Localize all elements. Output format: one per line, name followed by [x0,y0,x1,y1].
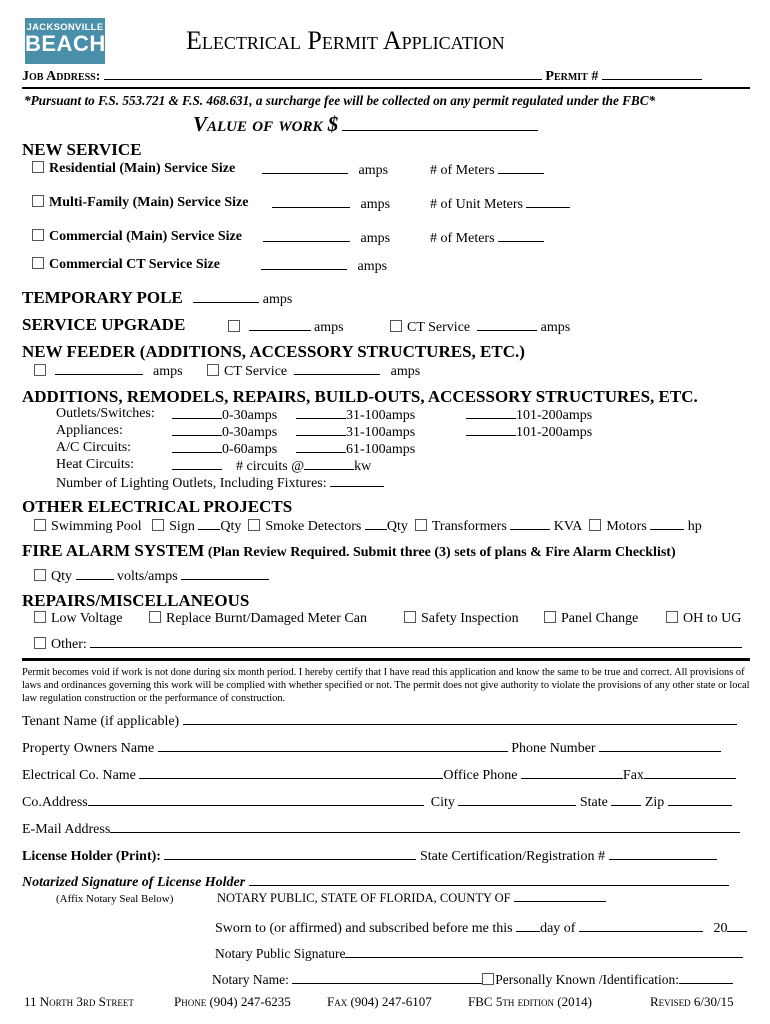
ac-b-field[interactable] [296,440,346,453]
owners-row: Property Owners Name Phone Number [22,739,721,757]
appliances-label: Appliances: [56,423,123,438]
multifamily-checkbox[interactable] [32,195,44,207]
safety-inspection-checkbox[interactable] [404,611,416,623]
oh-to-ug-option: OH to UG [666,611,741,627]
safety-inspection-option: Safety Inspection [404,611,519,627]
commercial-meters: # of Meters [430,229,544,247]
ac-a-field[interactable] [172,440,222,453]
form-title: Electrical Permit Application [186,26,505,55]
notary-name-row: Notary Name: Personally Known /Identification: [212,971,733,988]
replace-meter-checkbox[interactable] [149,611,161,623]
new-feeder-heading: NEW FEEDER (ADDITIONS, ACCESSORY STRUCTURES, ETC.) [22,342,525,361]
outlets-c: 101-200amps [466,406,592,424]
jacksonville-beach-logo: JACKSONVILLE BEACH [25,18,105,64]
appliances-a-field[interactable] [172,423,222,436]
repairs-heading: REPAIRS/MISCELLANEOUS [22,591,250,610]
value-of-work-label: Value of work $ [193,112,339,136]
heat-kw-field[interactable] [304,457,354,470]
sworn-day-field[interactable] [516,919,540,932]
zip-field[interactable] [668,793,732,806]
personally-known-checkbox[interactable] [482,973,494,985]
smoke-detectors-checkbox[interactable] [248,519,260,531]
fire-alarm-volts-field[interactable] [181,567,269,580]
additions-heading: ADDITIONS, REMODELS, REPAIRS, BUILD-OUTS, ACCESSORY STRUCTURES, ETC. [22,387,698,406]
outlets-a-field[interactable] [172,406,222,419]
ac-label: A/C Circuits: [56,440,132,455]
heat-circuits-field[interactable] [172,457,222,470]
notary-public-signature-row: Notary Public Signature [215,945,743,962]
new-feeder-amps: amps [34,362,183,380]
header-divider [22,87,750,89]
fire-alarm-qty-row: Qty volts/amps [34,567,269,585]
service-upgrade-amps: amps [228,318,344,336]
commercial-ct-service-row: Commercial CT Service Size [32,257,220,273]
service-upgrade-heading: SERVICE UPGRADE [22,315,186,334]
residential-meters-field[interactable] [498,161,544,174]
appliances-c: 101-200amps [466,423,592,441]
outlets-c-field[interactable] [466,406,516,419]
fax-field[interactable] [644,766,736,779]
license-holder-field[interactable] [164,847,416,860]
lighting-row: Number of Lighting Outlets, Including Fixtures: [56,474,384,492]
notary-public-signature-field[interactable] [345,945,743,958]
commercial-service-row: Commercial (Main) Service Size [32,229,242,245]
residential-meters: # of Meters [430,161,544,179]
job-address-row [22,67,702,85]
county-field[interactable] [514,891,606,902]
footer-phone: Phone (904) 247-6235 [174,994,291,1009]
low-voltage-option: Low Voltage [34,611,122,627]
multifamily-amps: amps [272,195,390,213]
surcharge-note: *Pursuant to F.S. 553.721 & F.S. 468.631, a surcharge fee will be collected on any permit regulated under the FBC* [24,93,656,108]
state-cert-field[interactable] [609,847,717,860]
elec-co-row: Electrical Co. Name Office Phone Fax [22,766,736,784]
disclaimer-text: Permit becomes void if work is not done during six month period. I hereby certify that I have read this application and know the same to be true and correct. All provisions of laws and ordinances governing this work will be complied with whether specified or not. The permit does not give authority to violate the provisions of any other state or local law regulation construction or the performance of construction. [22,667,750,704]
commercial-checkbox[interactable] [32,229,44,241]
commercial-ct-amps: amps [261,257,387,275]
residential-service-row: Residential (Main) Service Size [32,161,235,177]
new-feeder-ct-field[interactable] [294,362,380,375]
other-projects-heading: OTHER ELECTRICAL PROJECTS [22,497,293,516]
footer-revised: Revised 6/30/15 [650,994,734,1009]
smoke-qty-field[interactable] [365,517,387,530]
disclaimer-divider [22,658,750,661]
affix-notary-seal: (Affix Notary Seal Below) [56,893,174,905]
new-feeder-checkbox[interactable] [34,364,46,376]
commercial-ct-checkbox[interactable] [32,257,44,269]
outlets-a: 0-30amps [172,406,277,424]
fire-alarm-heading: FIRE ALARM SYSTEM [22,541,205,560]
new-feeder-field[interactable] [55,362,143,375]
co-address-row: Co.Address City State Zip [22,793,732,811]
notarized-signature-row: Notarized Signature of License Holder [22,873,729,891]
other-projects-row: Swimming Pool Sign Qty Smoke Detectors Qty Transformers KVA Motors hp [34,517,702,535]
service-upgrade-ct: CT Service amps [390,318,570,336]
appliances-b-field[interactable] [296,423,346,436]
notary-county-row: NOTARY PUBLIC, STATE OF FLORIDA, COUNTY OF [217,891,606,906]
multifamily-meters-field[interactable] [526,195,570,208]
oh-to-ug-checkbox[interactable] [666,611,678,623]
job-address-label: Job Address: [22,69,101,84]
multifamily-service-row: Multi-Family (Main) Service Size [32,195,248,211]
job-address-field[interactable] [104,67,542,80]
temporary-pole-row: TEMPORARY POLE amps [22,288,293,307]
sign-checkbox[interactable] [152,519,164,531]
phone-field[interactable] [599,739,721,752]
transformers-checkbox[interactable] [415,519,427,531]
service-upgrade-ct-field[interactable] [477,318,537,331]
service-upgrade-field[interactable] [249,318,311,331]
temporary-pole-heading: TEMPORARY POLE [22,288,183,307]
notary-name-field[interactable] [292,971,482,984]
outlets-b-field[interactable] [296,406,346,419]
permit-number-field[interactable] [602,67,702,80]
residential-amps-field[interactable] [262,161,348,174]
owners-field[interactable] [158,739,508,752]
residential-amps: amps [262,161,388,179]
value-of-work-field[interactable] [342,114,538,131]
outlets-label: Outlets/Switches: [56,406,155,421]
temporary-pole-field[interactable] [193,290,259,303]
sworn-row: Sworn to (or affirmed) and subscribed before me this day of 20 [215,919,747,937]
fire-alarm-qty-field[interactable] [76,567,114,580]
motors-hp-field[interactable] [650,517,684,530]
motors-checkbox[interactable] [589,519,601,531]
other-option: Other: [34,635,742,653]
state-field[interactable] [611,793,641,806]
low-voltage-checkbox[interactable] [34,611,46,623]
service-upgrade-ct-checkbox[interactable] [390,320,402,332]
footer-address: 11 North 3rd Street [24,994,134,1009]
appliances-c-field[interactable] [466,423,516,436]
notarized-signature-field[interactable] [249,873,729,886]
lighting-field[interactable] [330,474,384,487]
fire-alarm-row [22,541,676,561]
residential-checkbox[interactable] [32,161,44,173]
fire-alarm-checkbox[interactable] [34,569,46,581]
office-phone-field[interactable] [521,766,623,779]
appliances-a: 0-30amps [172,423,277,441]
multifamily-amps-field[interactable] [272,195,350,208]
transformers-kva-field[interactable] [510,517,550,530]
new-feeder-ct-checkbox[interactable] [207,364,219,376]
commercial-meters-field[interactable] [498,229,544,242]
tenant-row: Tenant Name (if applicable) [22,712,737,730]
permit-number-label: Permit # [545,69,599,84]
footer-fax: Fax (904) 247-6107 [327,994,432,1009]
commercial-amps: amps [263,229,390,247]
sign-qty-field[interactable] [198,517,220,530]
heat-label: Heat Circuits: [56,457,135,472]
sworn-year-field[interactable] [727,919,747,932]
sworn-month-field[interactable] [579,919,703,932]
elec-co-field[interactable] [139,766,443,779]
multifamily-meters: # of Unit Meters [430,195,570,213]
ac-a: 0-60amps [172,440,277,458]
fire-alarm-note: (Plan Review Required. Submit three (3) sets of plans & Fire Alarm Checklist) [207,545,676,560]
tenant-field[interactable] [183,712,737,725]
outlets-b: 31-100amps [296,406,415,424]
city-field[interactable] [458,793,576,806]
email-row: E-Mail Address [22,820,740,838]
commercial-amps-field[interactable] [263,229,350,242]
ac-b: 61-100amps [296,440,415,458]
value-of-work-row [193,112,538,137]
replace-meter-option: Replace Burnt/Damaged Meter Can [149,611,367,627]
commercial-ct-amps-field[interactable] [261,257,347,270]
other-checkbox[interactable] [34,637,46,649]
footer-fbc: FBC 5th edition (2014) [468,994,592,1009]
new-feeder-ct: CT Service amps [207,362,420,380]
new-service-heading: NEW SERVICE [22,140,142,159]
co-address-field[interactable] [88,793,424,806]
panel-change-option: Panel Change [544,611,638,627]
heat-circuits: # circuits @ kw [172,457,371,475]
appliances-b: 31-100amps [296,423,415,441]
license-holder-row: License Holder (Print): State Certification/Registration # [22,847,717,865]
panel-change-checkbox[interactable] [544,611,556,623]
other-field[interactable] [90,635,742,648]
service-upgrade-checkbox[interactable] [228,320,240,332]
identification-field[interactable] [679,971,733,984]
email-field[interactable] [110,820,740,833]
swimming-pool-checkbox[interactable] [34,519,46,531]
